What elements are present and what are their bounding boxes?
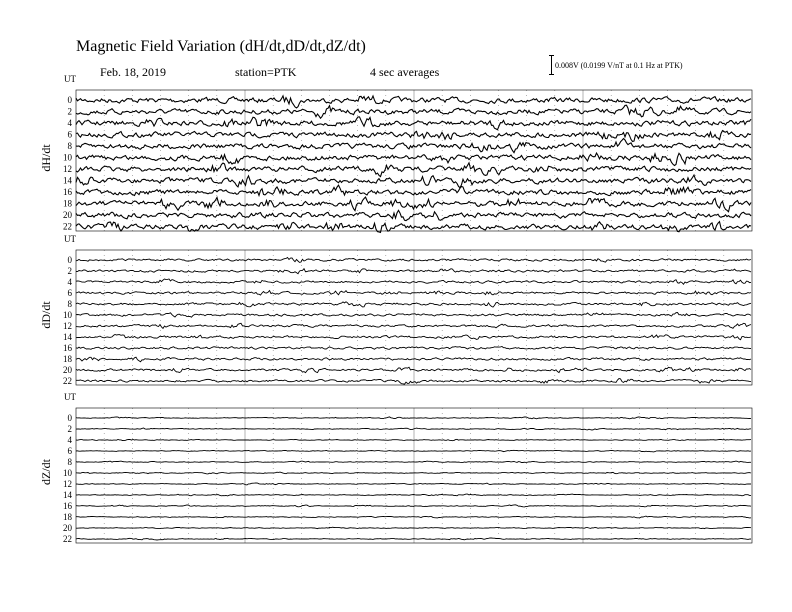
trace-line (76, 472, 751, 474)
hour-tick-label: 18 (63, 198, 72, 209)
trace-line (76, 439, 751, 440)
trace-line (76, 347, 751, 350)
hour-tick-label: 22 (63, 375, 72, 386)
trace-line (76, 302, 751, 307)
trace-line (76, 269, 751, 274)
hour-tick-label: 12 (63, 164, 72, 175)
trace-line (76, 96, 751, 108)
hour-tick-label: 12 (63, 320, 72, 331)
trace-line (76, 367, 751, 372)
hour-tick-label: 6 (67, 287, 72, 298)
hour-tick-label: 10 (63, 467, 72, 478)
hour-tick-label: 14 (63, 489, 72, 500)
ut-label: UT (64, 234, 76, 244)
hour-tick-label: 2 (67, 265, 72, 276)
hour-tick-label: 16 (63, 342, 72, 353)
hour-tick-label: 18 (63, 353, 72, 364)
trace-line (76, 279, 751, 284)
scale-note: 0.008V (0.0199 V/nT at 0.1 Hz at PTK) (555, 61, 683, 70)
hour-tick-label: 14 (63, 331, 72, 342)
hour-tick-label: 12 (63, 478, 72, 489)
trace-line (76, 291, 751, 295)
trace-line (76, 417, 751, 419)
trace-line (76, 117, 751, 130)
trace-line (76, 516, 751, 518)
trace-line (76, 357, 751, 362)
trace-line (76, 185, 751, 195)
trace-line (76, 483, 751, 485)
ut-label: UT (64, 74, 76, 84)
hour-tick-label: 2 (67, 106, 72, 117)
hour-tick-label: 4 (67, 434, 72, 445)
trace-line (76, 139, 751, 153)
trace-line (76, 335, 751, 340)
trace-line (76, 505, 751, 507)
trace-line (76, 258, 751, 263)
trace-line (76, 323, 751, 328)
trace-line (76, 538, 751, 540)
y-axis-label: dZ/dt (39, 459, 53, 485)
trace-line (76, 210, 751, 220)
trace-line (76, 313, 751, 318)
trace-line (76, 175, 751, 188)
y-axis-label: dH/dt (39, 144, 53, 172)
trace-line (76, 197, 751, 212)
chart-title: Magnetic Field Variation (dH/dt,dD/dt,dZ/dt) (76, 38, 366, 55)
hour-tick-label: 4 (67, 276, 72, 287)
hour-tick-label: 18 (63, 511, 72, 522)
hour-tick-label: 22 (63, 221, 72, 232)
hour-tick-label: 20 (63, 522, 72, 533)
ut-label: UT (64, 392, 76, 402)
hour-tick-label: 4 (67, 118, 72, 129)
hour-tick-label: 2 (67, 423, 72, 434)
hour-tick-label: 8 (67, 298, 72, 309)
trace-line (76, 494, 751, 496)
trace-line (76, 163, 751, 177)
trace-line (76, 527, 751, 528)
trace-line (76, 105, 751, 118)
trace-line (76, 379, 751, 385)
hour-tick-label: 8 (67, 141, 72, 152)
hour-tick-label: 16 (63, 500, 72, 511)
hour-tick-label: 6 (67, 129, 72, 140)
hour-tick-label: 10 (63, 152, 72, 163)
trace-line (76, 153, 751, 165)
averaging-label: 4 sec averages (370, 65, 440, 79)
trace-line (76, 131, 751, 142)
date-label: Feb. 18, 2019 (100, 65, 166, 79)
hour-tick-label: 20 (63, 364, 72, 375)
hour-tick-label: 0 (67, 412, 72, 423)
trace-line (76, 428, 751, 430)
hour-tick-label: 8 (67, 456, 72, 467)
hour-tick-label: 0 (67, 254, 72, 265)
hour-tick-label: 16 (63, 187, 72, 198)
trace-line (76, 461, 751, 462)
trace-line (76, 450, 751, 452)
y-axis-label: dD/dt (39, 301, 53, 329)
hour-tick-label: 20 (63, 210, 72, 221)
hour-tick-label: 22 (63, 533, 72, 544)
hour-tick-label: 6 (67, 445, 72, 456)
hour-tick-label: 0 (67, 95, 72, 106)
hour-tick-label: 10 (63, 309, 72, 320)
hour-tick-label: 14 (63, 175, 72, 186)
station-label: station=PTK (235, 65, 297, 79)
